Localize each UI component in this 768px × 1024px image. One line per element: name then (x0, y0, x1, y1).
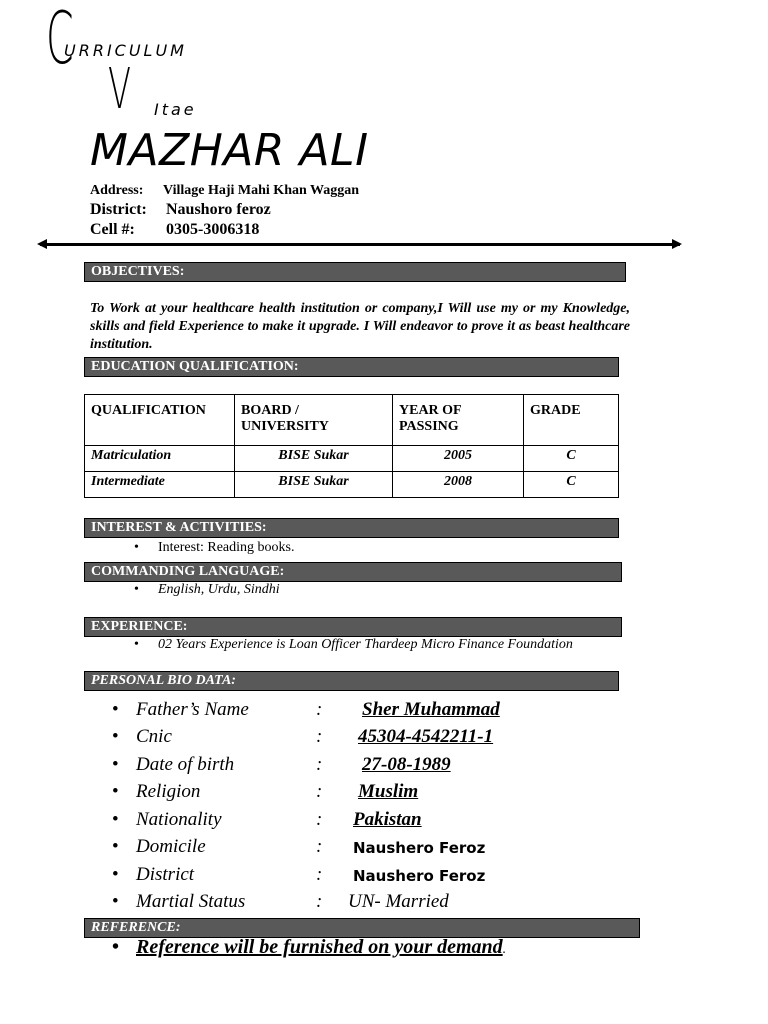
bio-label: Cnic (136, 726, 172, 747)
language-text: English, Urdu, Sindhi (158, 582, 280, 597)
objectives-text: To Work at your healthcare health institution or company,I Will use my or my Knowledge, skills and field Experience to make it upgrade. I Will endeavor to prove it as beast healthcare institution. (90, 301, 630, 352)
bullet: • (134, 582, 139, 597)
education-heading: EDUCATION QUALIFICATION: (84, 357, 619, 377)
bullet: • (112, 726, 119, 747)
bio-value: UN- Married (348, 891, 449, 912)
col-grade: GRADE (524, 395, 619, 446)
divider-arrow-right (672, 239, 682, 249)
reference-item (112, 936, 506, 959)
cell-board: BISE Sukar (235, 446, 393, 472)
bullet: • (112, 891, 119, 912)
bullet: • (134, 540, 139, 555)
education-table (84, 394, 619, 498)
bio-colon: : (316, 754, 323, 775)
bullet: • (112, 754, 119, 775)
bio-heading: PERSONAL BIO DATA: (84, 671, 619, 691)
reference-period: . (502, 942, 507, 957)
bullet: • (134, 637, 139, 652)
bio-value: Sher Muhammad (362, 699, 500, 720)
bio-label: District (136, 864, 195, 885)
header-divider (40, 243, 680, 246)
bullet: • (112, 836, 119, 857)
cell-qualification: Matriculation (85, 446, 235, 472)
bullet: • (112, 809, 119, 830)
bio-value: 45304-4542211-1 (358, 726, 494, 747)
table-header-row (85, 395, 619, 446)
experience-text: 02 Years Experience is Loan Officer Thardeep Micro Finance Foundation (158, 637, 573, 652)
col-board: BOARD / UNIVERSITY (235, 395, 393, 446)
interest-text: Interest: Reading books. (158, 540, 295, 555)
bullet: • (112, 936, 120, 958)
bio-colon: : (316, 836, 323, 857)
address-label: Address: (90, 183, 144, 198)
bio-value: 27-08-1989 (362, 754, 451, 775)
cell-board: BISE Sukar (235, 472, 393, 498)
bio-label: Date of birth (136, 754, 235, 775)
logo-itae: Itae (154, 100, 197, 119)
cell-year: 2008 (393, 472, 524, 498)
address-row (90, 183, 359, 199)
bullet: • (112, 781, 119, 802)
district-value: Naushoro feroz (166, 201, 271, 218)
language-item (134, 582, 280, 598)
cell-label: Cell #: (90, 221, 135, 238)
experience-item (134, 637, 573, 653)
bullet: • (112, 699, 119, 720)
interest-heading: INTEREST & ACTIVITIES: (84, 518, 619, 538)
logo-letter-v: V (108, 57, 131, 122)
bio-label: Religion (136, 781, 201, 802)
bio-label: Martial Status (136, 891, 246, 912)
district-label: District: (90, 201, 147, 218)
objectives-heading: OBJECTIVES: (84, 262, 626, 282)
reference-heading: REFERENCE: (84, 918, 640, 938)
bio-value: Muslim (358, 781, 419, 802)
bio-value: Pakistan (353, 809, 422, 830)
bio-value: Naushero Feroz (353, 867, 486, 885)
bio-colon: : (316, 726, 323, 747)
cell-qualification: Intermediate (85, 472, 235, 498)
language-heading: COMMANDING LANGUAGE: (84, 562, 622, 582)
district-row (90, 201, 271, 219)
logo-letter-c: C (46, 0, 74, 80)
cell-year: 2005 (393, 446, 524, 472)
cell-grade: C (524, 446, 619, 472)
bio-colon: : (316, 891, 323, 912)
cell-row (90, 221, 259, 239)
experience-heading: EXPERIENCE: (84, 617, 622, 637)
bullet: • (112, 864, 119, 885)
logo-urriculum: URRICULUM (64, 41, 187, 60)
bio-value: Naushero Feroz (353, 839, 486, 857)
candidate-name: MAZHAR ALI (90, 125, 369, 176)
reference-text: Reference will be furnished on your demand (136, 936, 503, 958)
bio-label: Nationality (136, 809, 222, 830)
bio-colon: : (316, 781, 323, 802)
bio-colon: : (316, 699, 323, 720)
col-year: YEAR OF PASSING (393, 395, 524, 446)
address-value: Village Haji Mahi Khan Waggan (163, 183, 360, 198)
bio-label: Father’s Name (136, 699, 249, 720)
table-row (85, 472, 619, 498)
bio-colon: : (316, 809, 323, 830)
bio-label: Domicile (136, 836, 206, 857)
cell-value: 0305-3006318 (166, 221, 260, 238)
bio-colon: : (316, 864, 323, 885)
interest-item (134, 540, 294, 556)
table-row (85, 446, 619, 472)
cell-grade: C (524, 472, 619, 498)
col-qualification: QUALIFICATION (85, 395, 235, 446)
